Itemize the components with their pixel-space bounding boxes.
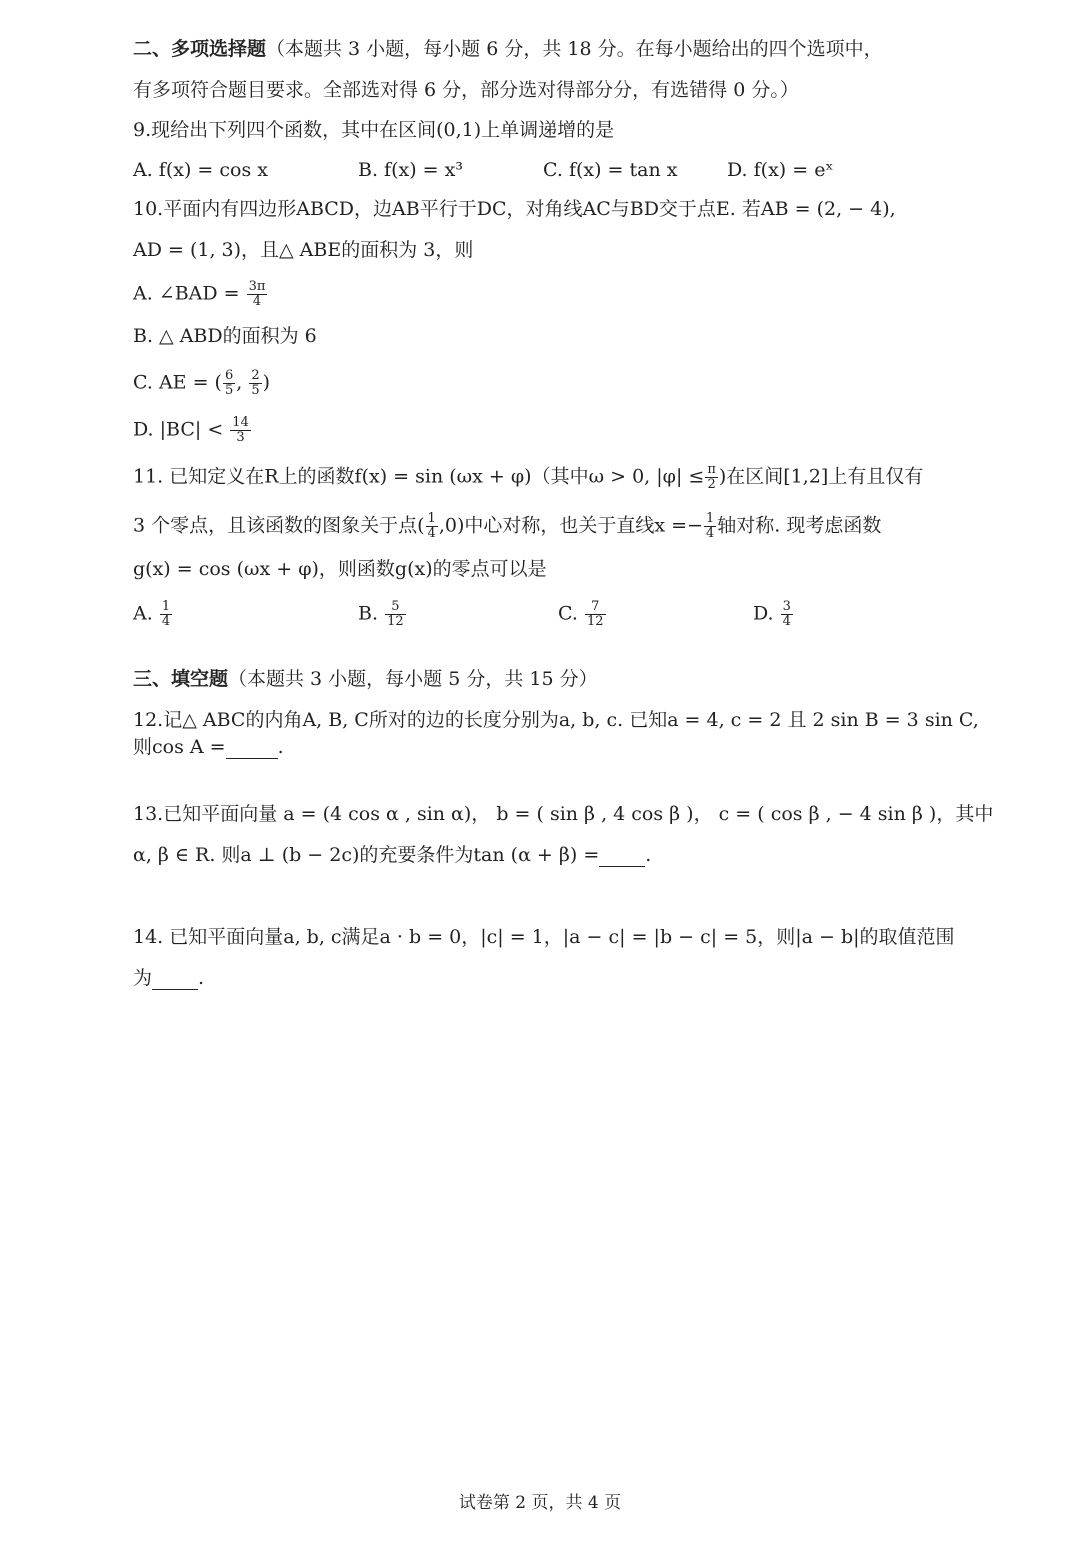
- fraction-denominator: 12: [387, 614, 404, 629]
- q10-stem-line2: AD = (1, 3)，且△ ABE的面积为 3，则: [133, 239, 474, 261]
- q13-line2: α, β ∈ R. 则a ⊥ (b − 2c)的充要条件为tan (α + β) = .: [133, 844, 652, 866]
- fraction: [585, 600, 606, 629]
- q11-stem-line1: [133, 463, 923, 492]
- fraction-numerator: 7: [585, 600, 606, 615]
- answer-blank: [599, 848, 645, 867]
- q10-stem-line1: 10.平面内有四边形ABCD，边AB平行于DC，对角线AC与BD交于点E. 若AB = (2, − 4),: [133, 198, 896, 220]
- fraction-denominator: 2: [707, 477, 716, 492]
- q10-option-c-prefix: C. AE = (: [133, 371, 222, 394]
- q10-option-b: B. △ ABD的面积为 6: [133, 325, 317, 347]
- fraction-denominator: 5: [224, 383, 234, 398]
- fraction: [385, 600, 406, 629]
- fraction-numerator: 6: [224, 368, 234, 383]
- section3-title: 三、填空题: [133, 668, 229, 690]
- section2-intro-line1: （本题共 3 小题，每小题 6 分，共 18 分。在每小题给出的四个选项中，: [266, 38, 883, 60]
- q11-option-d: [753, 600, 794, 629]
- fraction: [249, 369, 261, 398]
- q10-option-a-prefix: A. ∠BAD =: [133, 282, 240, 305]
- fraction: [160, 600, 172, 629]
- fraction-denominator: 5: [251, 383, 260, 398]
- fraction-numerator: 2: [251, 368, 260, 383]
- q9-option-a: A. f(x) = cos x: [133, 159, 268, 181]
- section2-title: 二、多项选择题: [133, 38, 267, 60]
- q11-stem-line3: g(x) = cos (ωx + φ)，则函数g(x)的零点可以是: [133, 558, 547, 580]
- fraction-numerator: 5: [385, 600, 406, 615]
- q13-line1: 13.已知平面向量 a = (4 cos α , sin α)， b = ( sin β , 4 cos β )， c = ( cos β , − 4 sin β )，其中: [133, 803, 994, 825]
- fraction: [704, 512, 716, 541]
- fraction: [230, 416, 251, 445]
- fraction-denominator: 4: [705, 526, 715, 541]
- fraction-numerator: π: [707, 462, 716, 477]
- fraction-denominator: 4: [782, 614, 791, 629]
- fraction-numerator: 3: [782, 599, 791, 614]
- fraction-denominator: 4: [252, 294, 262, 309]
- fraction: [223, 369, 235, 398]
- q9-option-b: B. f(x) = x³: [358, 159, 463, 181]
- fraction: [781, 600, 793, 629]
- q11-text: )在区间[1,2]上有且仅有: [718, 465, 924, 488]
- q11-text: 3 个零点，且该函数的图象关于点(: [133, 514, 425, 537]
- fraction-numerator: 14: [232, 415, 249, 430]
- answer-blank: [152, 971, 198, 990]
- section2-header: [133, 37, 883, 61]
- q11-option-b: [358, 600, 407, 629]
- option-label: D.: [753, 602, 774, 625]
- q12-text: 则cos A =: [133, 736, 226, 758]
- q10-option-a: [133, 280, 268, 309]
- section3-header: [133, 667, 598, 691]
- fraction: [705, 463, 718, 492]
- option-label: C.: [558, 602, 578, 625]
- q10-option-d-prefix: D. |BC| <: [133, 418, 224, 441]
- section2-intro-line2: 有多项符合题目要求。全部选对得 6 分，部分选对得部分分，有选错得 0 分。）: [133, 79, 799, 101]
- q11-option-a: [133, 600, 173, 629]
- q10-option-d: [133, 416, 252, 445]
- q13-text: α, β ∈ R. 则a ⊥ (b − 2c)的充要条件为tan (α + β) =: [133, 844, 600, 866]
- q11-option-c: [558, 600, 607, 629]
- q9-stem: 9.现给出下列四个函数，其中在区间(0,1)上单调递增的是: [133, 119, 615, 141]
- fraction-numerator: 1: [161, 599, 171, 614]
- page-footer: 试卷第 2 页，共 4 页: [458, 1493, 622, 1513]
- fraction-denominator: 12: [586, 614, 604, 629]
- fraction: [426, 512, 438, 541]
- q10-option-c: C. AE = ( $\frac{6}{5}$ , $\frac{2}{5}$ ): [133, 368, 271, 398]
- q14-line1: 14. 已知平面向量a, b, c满足a · b = 0，|c| = 1，|a − c| = |b − c| = 5，则|a − b|的取值范围: [133, 926, 955, 948]
- q14-line2: 为 .: [133, 967, 205, 989]
- fraction: [247, 280, 268, 309]
- fraction-denominator: 4: [427, 526, 436, 541]
- fraction-numerator: 1: [427, 511, 436, 526]
- q12-line2: 则cos A = .: [133, 736, 284, 758]
- q14-text: 为: [133, 967, 153, 989]
- q9-option-c: C. f(x) = tan x: [543, 159, 678, 181]
- section3-intro: （本题共 3 小题，每小题 5 分，共 15 分）: [228, 668, 598, 690]
- q11-stem-line2: [133, 512, 881, 541]
- answer-blank: [226, 740, 278, 759]
- fraction-denominator: 4: [161, 614, 171, 629]
- option-label: B.: [358, 602, 379, 625]
- q12-line1: 12.记△ ABC的内角A, B, C所对的边的长度分别为a, b, c. 已知a = 4, c = 2 且 2 sin B = 3 sin C,: [133, 709, 979, 731]
- q11-text: 轴对称. 现考虑函数: [717, 514, 882, 537]
- q9-option-d: D. f(x) = eˣ: [727, 159, 834, 181]
- fraction-numerator: 1: [705, 511, 715, 526]
- q11-text: ,0)中心对称，也关于直线x =−: [438, 514, 703, 537]
- fraction-numerator: 3π: [248, 279, 266, 294]
- fraction-denominator: 3: [236, 430, 245, 445]
- q11-text: 11. 已知定义在R上的函数f(x) = sin (ωx + φ)（其中ω > 0, |φ| ≤: [133, 465, 705, 488]
- option-label: A.: [133, 602, 153, 625]
